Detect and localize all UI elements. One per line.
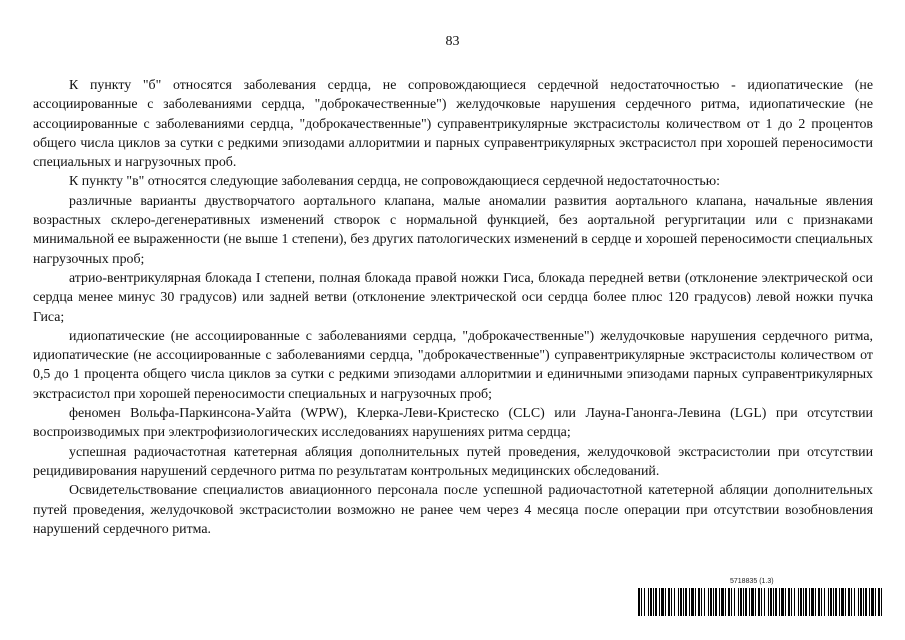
paragraph-item-b: К пункту "б" относятся заболевания сердца, не сопровождающиеся сердечной недостаточностью - идиопатические (не ассоциированные с заболеваниями сердца, "доброкачественные") желудочковые нарушения сердечного ритма, идиопатические (не ассоциированные с заболеваниями сердца, "доброкачественные") суправентрикулярные экстрасистолы количеством от 1 до 2 процентов общего числа циклов за сутки с редкими эпизодами аллоритмии и парных суправентрикулярных экстрасистол при хорошей переносимости специальных и нагрузочных проб. [33, 78, 873, 171]
document-body [33, 76, 873, 539]
paragraph-ablation: успешная радиочастотная катетерная абляция дополнительных путей проведения, желудочковой экстрасистолии при отсутствии рецидивирования нарушений сердечного ритма по результатам контрольных медицинских обследований. [33, 444, 873, 479]
paragraph-idiopathic-arrhythmia: идиопатические (не ассоциированные с заболеваниями сердца, "доброкачественные") желудочковые нарушения сердечного ритма, идиопатические (не ассоциированные с заболеваниями сердца, "доброкачественные") суправентрикулярные экстрасистолы количеством от 0,5 до 1 процента общего числа циклов за сутки с редкими эпизодами аллоритмии и единичными эпизодами парных суправентрикулярных экстрасистол при хорошей переносимости специальных и нагрузочных проб; [33, 328, 873, 402]
paragraph-item-v-intro: К пункту "в" относятся следующие заболевания сердца, не сопровождающиеся сердечной недостаточностью: [69, 174, 720, 190]
page-number: 83 [445, 34, 460, 49]
barcode-block [638, 578, 886, 618]
barcode-caption: 5718835 (1.3) [730, 578, 774, 585]
paragraph-wpw: феномен Вольфа-Паркинсона-Уайта (WPW), Клерка-Леви-Кристеско (CLC) или Лауна-Ганонга-Левина (LGL) при отсутствии воспроизводимых при электрофизиологических исследованиях нарушениях ритма сердца; [33, 406, 873, 441]
paragraph-aortic-valve: различные варианты двустворчатого аортального клапана, малые аномалии развития аортального клапана, начальные явления возрастных склеро-дегенеративных изменений створок с нормальной функцией, без аортальной регургитации или с признаками минимальной ее выраженности (не выше 1 степени), без других патологических изменений в сердце и хорошей переносимости специальных нагрузочных проб; [33, 193, 873, 267]
barcode-image [638, 588, 886, 616]
paragraph-av-block: атрио-вентрикулярная блокада I степени, полная блокада правой ножки Гиса, блокада передней ветви (отклонение электрической оси сердца менее минус 30 градусов) или задней ветви (отклонение электрической оси сердца более плюс 120 градусов) левой ножки пучка Гиса; [33, 270, 873, 325]
paragraph-examination: Освидетельствование специалистов авиационного персонала после успешной радиочастотной катетерной абляции дополнительных путей проведения, желудочковой экстрасистолии возможно не ранее чем через 4 месяца после операции при отсутствии возобновления нарушений сердечного ритма. [33, 483, 873, 537]
